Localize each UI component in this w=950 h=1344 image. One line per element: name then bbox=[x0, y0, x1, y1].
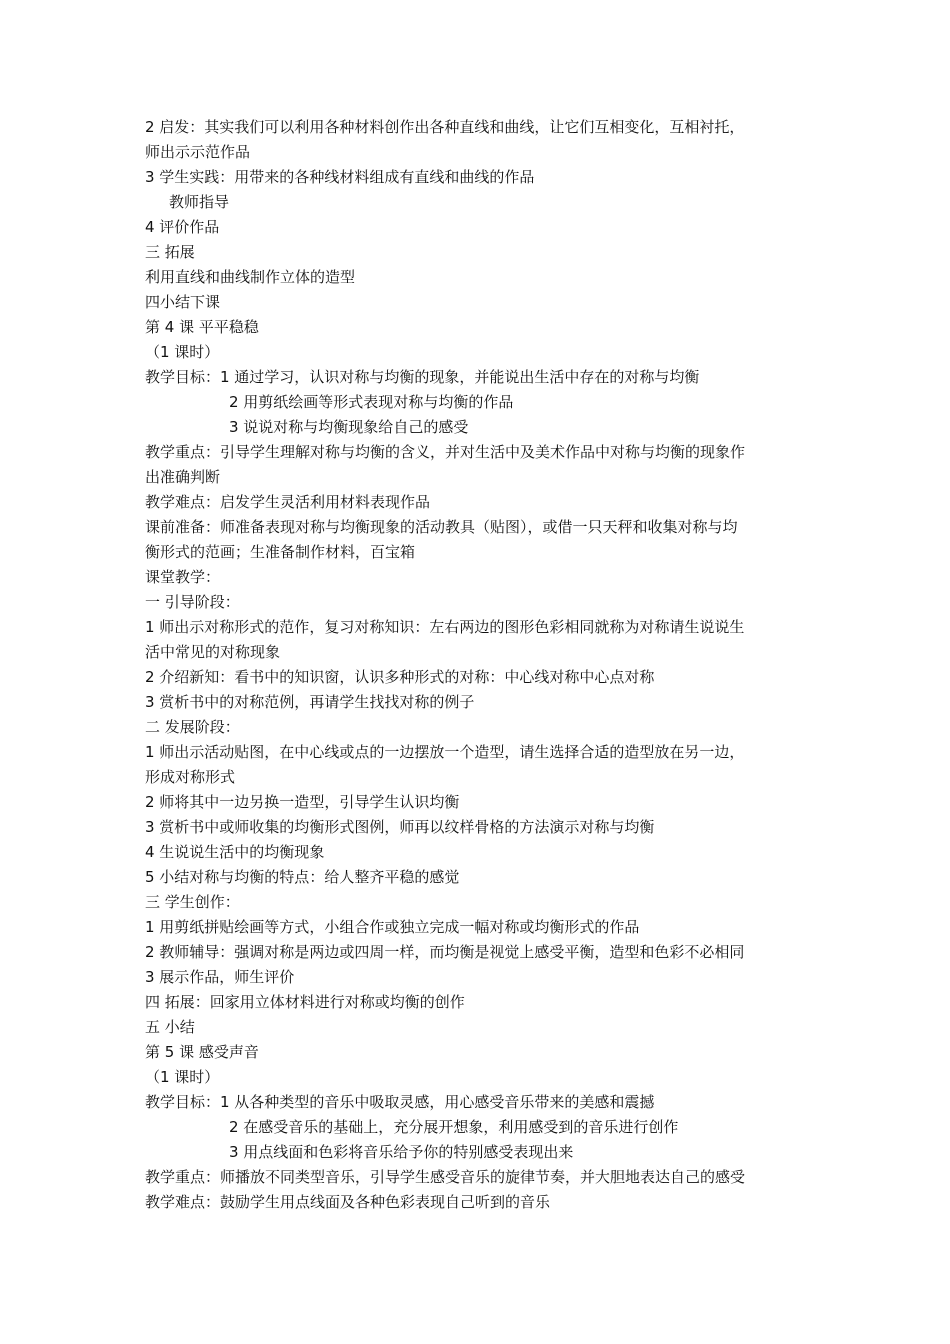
text-line: 2 在感受音乐的基础上，充分展开想象，利用感受到的音乐进行创作 bbox=[229, 1118, 679, 1136]
text-line: 3 用点线面和色彩将音乐给予你的特别感受表现出来 bbox=[229, 1143, 574, 1161]
text-line: 出准确判断 bbox=[145, 468, 221, 486]
text-line: 教学目标：1 从各种类型的音乐中吸取灵感，用心感受音乐带来的美感和震撼 bbox=[145, 1093, 655, 1111]
text-line: 教师指导 bbox=[169, 193, 230, 211]
text-line: 四小结下课 bbox=[145, 293, 221, 311]
text-line: 3 赏析书中的对称范例，再请学生找找对称的例子 bbox=[145, 693, 475, 711]
text-line: 3 赏析书中或师收集的均衡形式图例，师再以纹样骨格的方法演示对称与均衡 bbox=[145, 818, 655, 836]
text-line: 3 学生实践：用带来的各种线材料组成有直线和曲线的作品 bbox=[145, 168, 535, 186]
text-line: 衡形式的范画；生准备制作材料，百宝箱 bbox=[145, 543, 416, 561]
document-body bbox=[145, 115, 813, 1215]
text-line: 形成对称形式 bbox=[145, 768, 236, 786]
text-line: 三 学生创作： bbox=[145, 893, 240, 911]
text-line: 一 引导阶段： bbox=[145, 593, 240, 611]
text-line: 课堂教学： bbox=[145, 568, 221, 586]
text-line: 2 介绍新知：看书中的知识窗，认识多种形式的对称：中心线对称中心点对称 bbox=[145, 668, 655, 686]
text-line: 2 启发：其实我们可以利用各种材料创作出各种直线和曲线，让它们互相变化，互相衬托， bbox=[145, 118, 745, 136]
text-line: 利用直线和曲线制作立体的造型 bbox=[145, 268, 356, 286]
text-line: 师出示示范作品 bbox=[145, 143, 251, 161]
text-line: （1 课时） bbox=[145, 1068, 220, 1086]
text-line: 5 小结对称与均衡的特点：给人整齐平稳的感觉 bbox=[145, 868, 460, 886]
text-line: 三 拓展 bbox=[145, 243, 195, 261]
text-line: 教学难点：启发学生灵活利用材料表现作品 bbox=[145, 493, 431, 511]
text-line: 1 师出示活动贴图，在中心线或点的一边摆放一个造型，请生选择合适的造型放在另一边， bbox=[145, 743, 745, 761]
text-line: 4 生说说生活中的均衡现象 bbox=[145, 843, 325, 861]
text-line: 活中常见的对称现象 bbox=[145, 643, 281, 661]
text-line: 3 说说对称与均衡现象给自己的感受 bbox=[229, 418, 469, 436]
text-line: 2 用剪纸绘画等形式表现对称与均衡的作品 bbox=[229, 393, 514, 411]
text-line: 教学目标：1 通过学习，认识对称与均衡的现象，并能说出生活中存在的对称与均衡 bbox=[145, 368, 700, 386]
text-line: （1 课时） bbox=[145, 343, 220, 361]
text-line: 二 发展阶段： bbox=[145, 718, 240, 736]
text-line: 四 拓展：回家用立体材料进行对称或均衡的创作 bbox=[145, 993, 465, 1011]
text-line: 1 用剪纸拼贴绘画等方式，小组合作或独立完成一幅对称或均衡形式的作品 bbox=[145, 918, 640, 936]
text-line: 3 展示作品，师生评价 bbox=[145, 968, 295, 986]
text-line: 课前准备：师准备表现对称与均衡现象的活动教具（贴图），或借一只天秤和收集对称与均 bbox=[145, 518, 738, 536]
text-line: 第 4 课 平平稳稳 bbox=[145, 318, 259, 336]
text-line: 第 5 课 感受声音 bbox=[145, 1043, 259, 1061]
text-line: 五 小结 bbox=[145, 1018, 195, 1036]
text-line: 教学重点：师播放不同类型音乐，引导学生感受音乐的旋律节奏，并大胆地表达自己的感受 bbox=[145, 1168, 746, 1186]
text-line: 2 教师辅导：强调对称是两边或四周一样，而均衡是视觉上感受平衡，造型和色彩不必相同 bbox=[145, 943, 745, 961]
text-line: 教学重点：引导学生理解对称与均衡的含义，并对生活中及美术作品中对称与均衡的现象作 bbox=[145, 443, 746, 461]
text-line: 1 师出示对称形式的范作，复习对称知识：左右两边的图形色彩相同就称为对称请生说说生 bbox=[145, 618, 745, 636]
text-line: 教学难点：鼓励学生用点线面及各种色彩表现自己听到的音乐 bbox=[145, 1193, 551, 1211]
text-line: 2 师将其中一边另换一造型，引导学生认识均衡 bbox=[145, 793, 460, 811]
text-line: 4 评价作品 bbox=[145, 218, 220, 236]
